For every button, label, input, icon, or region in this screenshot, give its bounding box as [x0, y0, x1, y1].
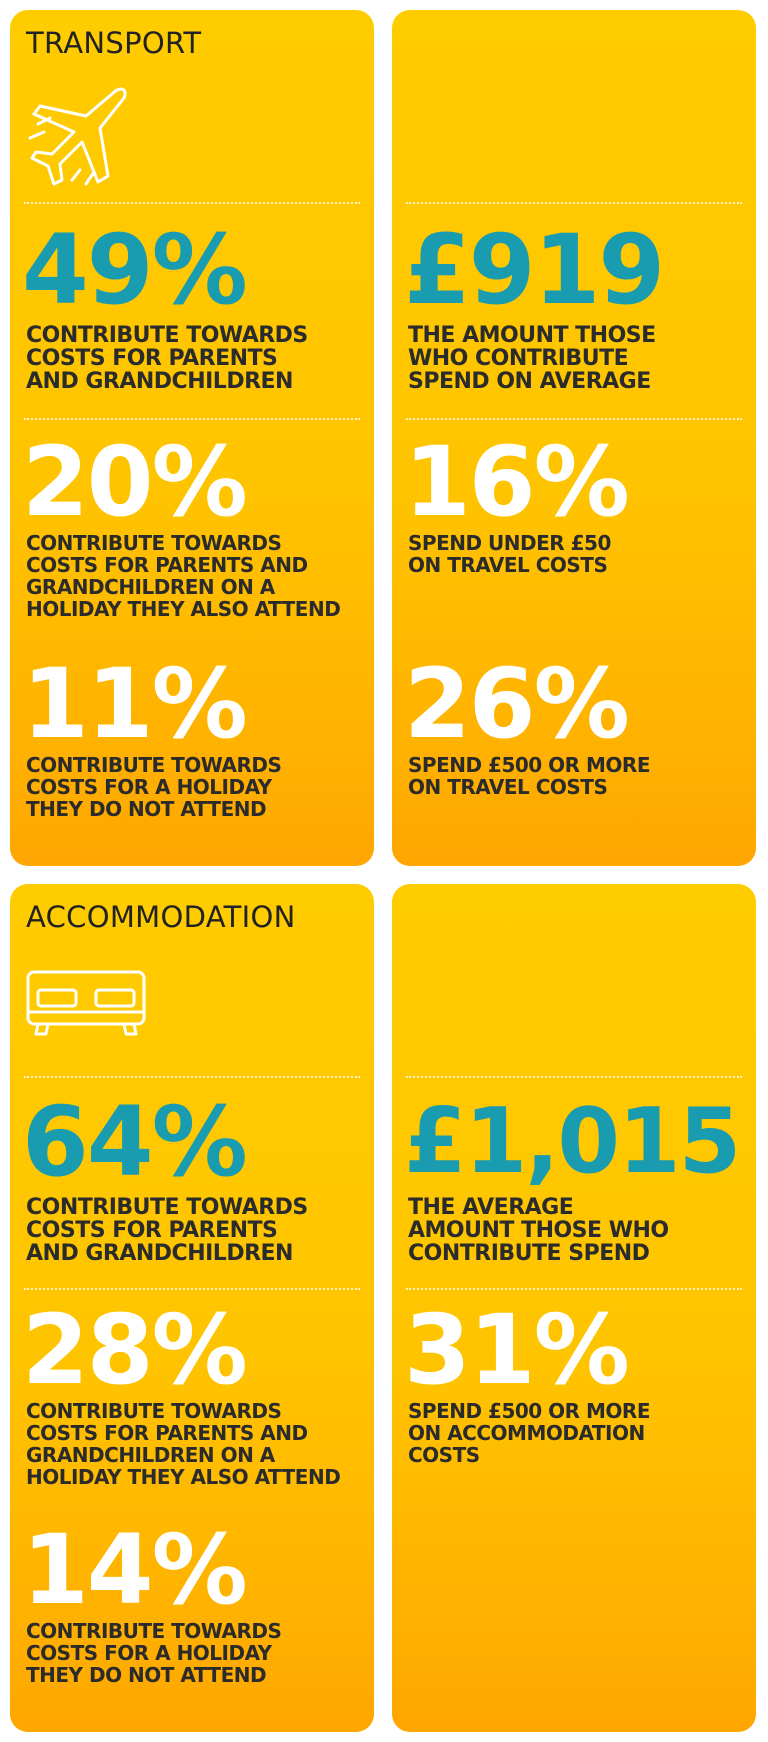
- stat-label: CONTRIBUTE TOWARDS COSTS FOR PARENTS AND GRANDCHILDREN: [26, 1195, 308, 1266]
- accommodation-right-panel: [392, 884, 756, 1732]
- stat-value: 64%: [22, 1086, 246, 1198]
- stat-label: CONTRIBUTE TOWARDS COSTS FOR A HOLIDAY THEY DO NOT ATTEND: [26, 1619, 282, 1687]
- stat-value: £919: [404, 214, 664, 326]
- divider: [406, 1076, 742, 1078]
- stat-value: £1,015: [404, 1089, 740, 1194]
- stat-value: 28%: [22, 1294, 246, 1406]
- divider: [406, 418, 742, 420]
- stat-value: 14%: [22, 1514, 246, 1626]
- stat-label: SPEND £500 OR MORE ON TRAVEL COSTS: [408, 753, 650, 799]
- stat-label: SPEND £500 OR MORE ON ACCOMMODATION COSTS: [408, 1399, 650, 1467]
- stat-label: THE AVERAGE AMOUNT THOSE WHO CONTRIBUTE SPEND: [408, 1195, 669, 1266]
- stat-value: 11%: [22, 648, 246, 760]
- stat-value: 20%: [22, 426, 246, 538]
- stat-value: 49%: [22, 214, 246, 326]
- stat-label: CONTRIBUTE TOWARDS COSTS FOR PARENTS AND GRANDCHILDREN ON A HOLIDAY THEY ALSO ATTEND: [26, 1399, 341, 1489]
- transport-heading: TRANSPORT: [26, 26, 202, 60]
- divider: [24, 1288, 360, 1290]
- stat-label: SPEND UNDER £50 ON TRAVEL COSTS: [408, 531, 611, 577]
- divider: [24, 418, 360, 420]
- stat-label: THE AMOUNT THOSE WHO CONTRIBUTE SPEND ON AVERAGE: [408, 323, 656, 394]
- accommodation-left-panel: [10, 884, 374, 1732]
- stat-value: 16%: [404, 426, 628, 538]
- divider: [24, 1076, 360, 1078]
- transport-right-panel: [392, 10, 756, 866]
- stat-label: CONTRIBUTE TOWARDS COSTS FOR PARENTS AND GRANDCHILDREN ON A HOLIDAY THEY ALSO ATTEND: [26, 531, 341, 621]
- stat-value: 31%: [404, 1294, 628, 1406]
- plane-icon: [24, 80, 134, 192]
- accommodation-heading: ACCOMMODATION: [26, 900, 296, 934]
- stat-value: 26%: [404, 648, 628, 760]
- divider: [406, 202, 742, 204]
- transport-left-panel: [10, 10, 374, 866]
- bed-icon: [24, 968, 148, 1038]
- divider: [24, 202, 360, 204]
- stat-label: CONTRIBUTE TOWARDS COSTS FOR PARENTS AND GRANDCHILDREN: [26, 323, 308, 394]
- stat-label: CONTRIBUTE TOWARDS COSTS FOR A HOLIDAY THEY DO NOT ATTEND: [26, 753, 282, 821]
- divider: [406, 1288, 742, 1290]
